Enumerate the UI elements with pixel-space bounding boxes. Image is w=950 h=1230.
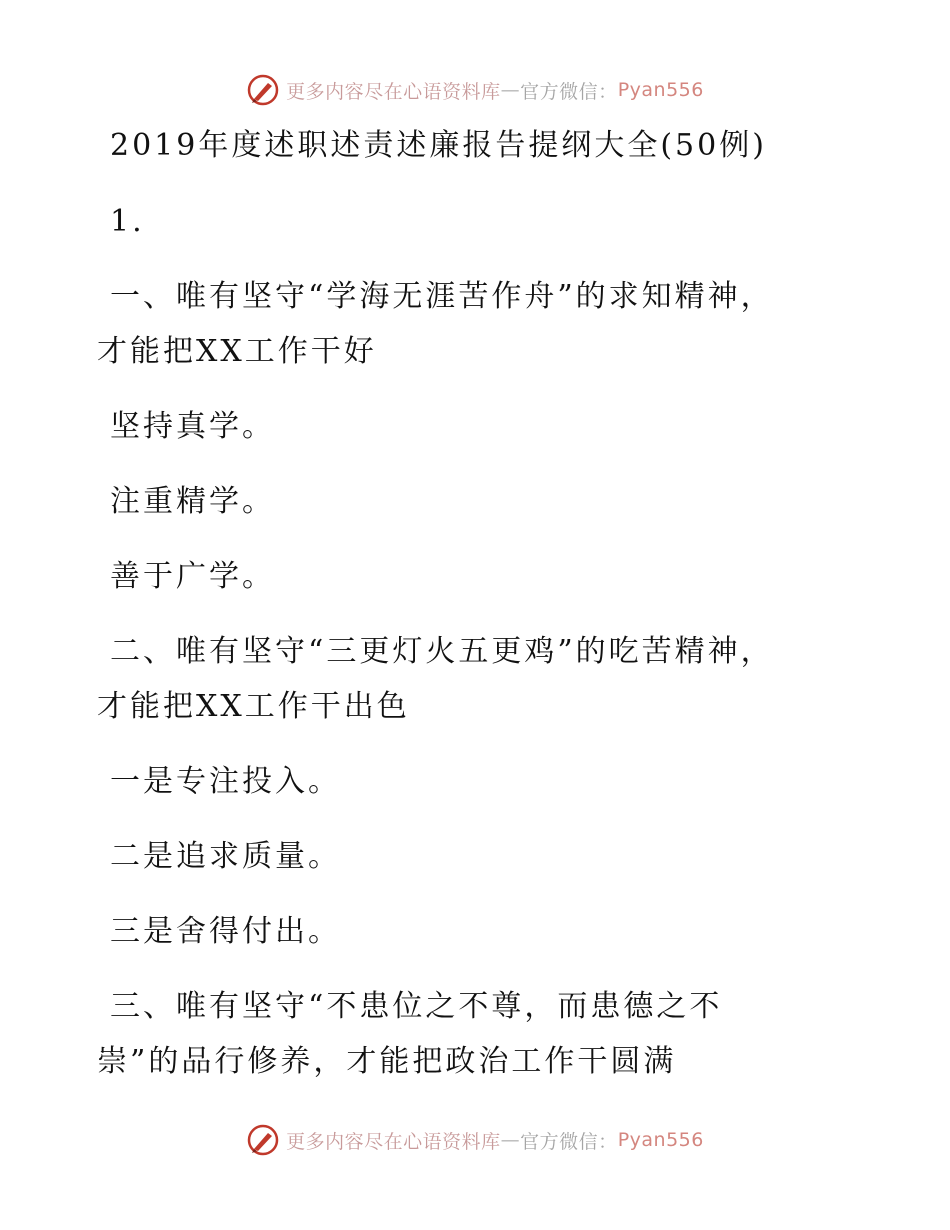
section-1-point-1: 坚持真学。 xyxy=(110,409,275,444)
watermark-separator: — xyxy=(500,1129,521,1151)
watermark-wechat-id: Pyan556 xyxy=(617,79,704,101)
section-2-point-3: 三是舍得付出。 xyxy=(110,914,341,949)
section-1-heading-line-2: 才能把XX工作干好 xyxy=(97,334,377,369)
watermark-wechat-label: 官方微信： xyxy=(520,80,618,103)
watermark-separator: — xyxy=(500,79,521,101)
item-number: 1. xyxy=(110,204,145,239)
section-2-point-1: 一是专注投入。 xyxy=(110,764,341,799)
section-1-heading-line-1: 一、唯有坚守“学海无涯苦作舟”的求知精神， xyxy=(110,279,774,314)
watermark-wechat-label: 官方微信： xyxy=(520,1130,618,1153)
pen-logo-icon xyxy=(246,1123,280,1157)
pen-logo-icon xyxy=(246,73,280,107)
watermark-header xyxy=(0,70,950,110)
section-2-point-2: 二是追求质量。 xyxy=(110,839,341,874)
watermark-wechat-id: Pyan556 xyxy=(617,1129,704,1151)
section-1-point-2: 注重精学。 xyxy=(110,484,275,519)
document-title: 2019年度述职述责述廉报告提纲大全(50例) xyxy=(110,128,767,163)
section-2-heading-line-1: 二、唯有坚守“三更灯火五更鸡”的吃苦精神， xyxy=(110,634,774,669)
section-1-point-3: 善于广学。 xyxy=(110,559,275,594)
watermark-footer xyxy=(0,1120,950,1160)
watermark-site-text: 更多内容尽在心语资料库 xyxy=(286,1130,501,1153)
section-3-heading-line-1: 三、唯有坚守“不患位之不尊，而患德之不 xyxy=(110,989,723,1024)
watermark-site-text: 更多内容尽在心语资料库 xyxy=(286,80,501,103)
section-2-heading-line-2: 才能把XX工作干出色 xyxy=(97,689,410,724)
section-3-heading-line-2: 崇”的品行修养，才能把政治工作干圆满 xyxy=(97,1044,677,1079)
